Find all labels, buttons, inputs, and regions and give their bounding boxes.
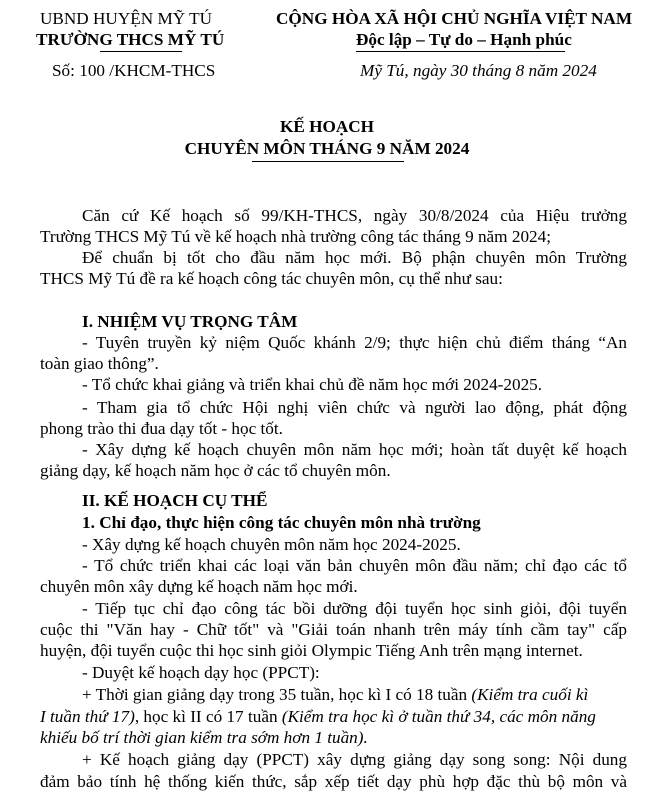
item-5-line2-text: , học kì II có 17 tuần — [134, 707, 282, 726]
section-2-item-5-line2 — [40, 708, 596, 725]
section-2-item-3-line1: - Tiếp tục chỉ đạo công tác bồi dưỡng đội tuyển học sinh giỏi, đội tuyển — [82, 599, 627, 618]
item-5-line1-italic: (Kiểm tra cuối kì — [471, 685, 589, 704]
national-motto: Độc lập – Tự do – Hạnh phúc — [356, 30, 572, 49]
section-2-item-3-line2: cuộc thi "Văn hay - Chữ tốt" và "Giải toán nhanh trên máy tính cầm tay" cấp — [40, 620, 627, 639]
motto-underline — [356, 51, 565, 52]
section-1-bullet-4-line1: - Xây dựng kế hoạch chuyên môn năm học mới; hoàn tất duyệt kế hoạch — [82, 440, 627, 459]
section-2-subheading-1: 1. Chỉ đạo, thực hiện công tác chuyên môn nhà trường — [82, 513, 481, 532]
intro-p1-line1: Căn cứ Kế hoạch số 99/KH-THCS, ngày 30/8/2024 của Hiệu trưởng — [82, 206, 627, 225]
school-name-underline — [100, 51, 182, 52]
item-5-line1-text: + Thời gian giảng dạy trong 35 tuần, học kì I có 18 tuần — [82, 685, 472, 704]
section-2-item-3-line3: huyện, đội tuyển cuộc thi học sinh giỏi Olympic Tiếng Anh trên mạng internet. — [40, 641, 583, 660]
section-2-item-2-line1: - Tổ chức triển khai các loại văn bản chuyên môn đầu năm; chỉ đạo các tổ — [82, 556, 627, 575]
section-2-heading: II. KẾ HOẠCH CỤ THỂ — [82, 491, 268, 510]
section-1-heading: I. NHIỆM VỤ TRỌNG TÂM — [82, 312, 298, 331]
document-number: Số: 100 /KHCM-THCS — [52, 61, 216, 80]
section-2-item-5-line1 — [82, 686, 588, 703]
section-1-bullet-4-line2: giảng dạy, kế hoạch năm học ở các tổ chuyên môn. — [40, 461, 391, 480]
place-date: Mỹ Tú, ngày 30 tháng 8 năm 2024 — [360, 61, 597, 80]
intro-p2-line2: THCS Mỹ Tú đề ra kế hoạch công tác chuyên môn, cụ thể như sau: — [40, 269, 503, 288]
section-1-bullet-3-line1: - Tham gia tổ chức Hội nghị viên chức và người lao động, phát động — [82, 398, 627, 417]
document-title: KẾ HOẠCH — [279, 117, 375, 136]
national-title: CỘNG HÒA XÃ HỘI CHỦ NGHĨA VIỆT NAM — [276, 9, 633, 28]
intro-p1-line2: Trường THCS Mỹ Tú về kế hoạch nhà trường công tác tháng 9 năm 2024; — [40, 227, 551, 246]
item-5-line2-italic-a: I tuần thứ 17) — [40, 707, 135, 726]
item-5-line2-italic-b: (Kiểm tra học kì ở tuần thứ 34, các môn năng — [281, 707, 596, 726]
document-subtitle: CHUYÊN MÔN THÁNG 9 NĂM 2024 — [184, 139, 470, 158]
intro-p2-line1: Để chuẩn bị tốt cho đầu năm học mới. Bộ phận chuyên môn Trường — [82, 248, 627, 267]
section-1-bullet-2: - Tổ chức khai giảng và triển khai chủ đề năm học mới 2024-2025. — [82, 375, 543, 394]
agency-name: UBND HUYỆN MỸ TÚ — [40, 9, 213, 28]
section-2-item-6-line2: đảm bảo tính hệ thống kiến thức, sắp xếp tiết dạy phù hợp đặc thù bộ môn và — [40, 772, 627, 791]
section-1-bullet-3-line2: phong trào thi đua dạy tốt - học tốt. — [40, 419, 283, 438]
section-1-bullet-1-line1: - Tuyên truyền kỷ niệm Quốc khánh 2/9; thực hiện chủ điểm tháng “An — [82, 333, 627, 352]
section-2-item-2-line2: chuyên môn xây dựng kế hoạch năm học mới. — [40, 577, 358, 596]
school-name: TRƯỜNG THCS MỸ TÚ — [36, 30, 225, 49]
section-1-bullet-1-line2: toàn giao thông”. — [40, 354, 159, 373]
title-underline — [252, 161, 404, 162]
section-2-item-1: - Xây dựng kế hoạch chuyên môn năm học 2024-2025. — [82, 535, 461, 554]
section-2-item-4: - Duyệt kế hoạch dạy học (PPCT): — [82, 663, 320, 682]
section-2-item-6-line1: + Kế hoạch giảng dạy (PPCT) xây dựng giảng dạy song song: Nội dung — [82, 750, 627, 769]
section-2-item-5-line3: khiếu bố trí thời gian kiểm tra sớm hơn 1 tuần). — [40, 728, 368, 747]
